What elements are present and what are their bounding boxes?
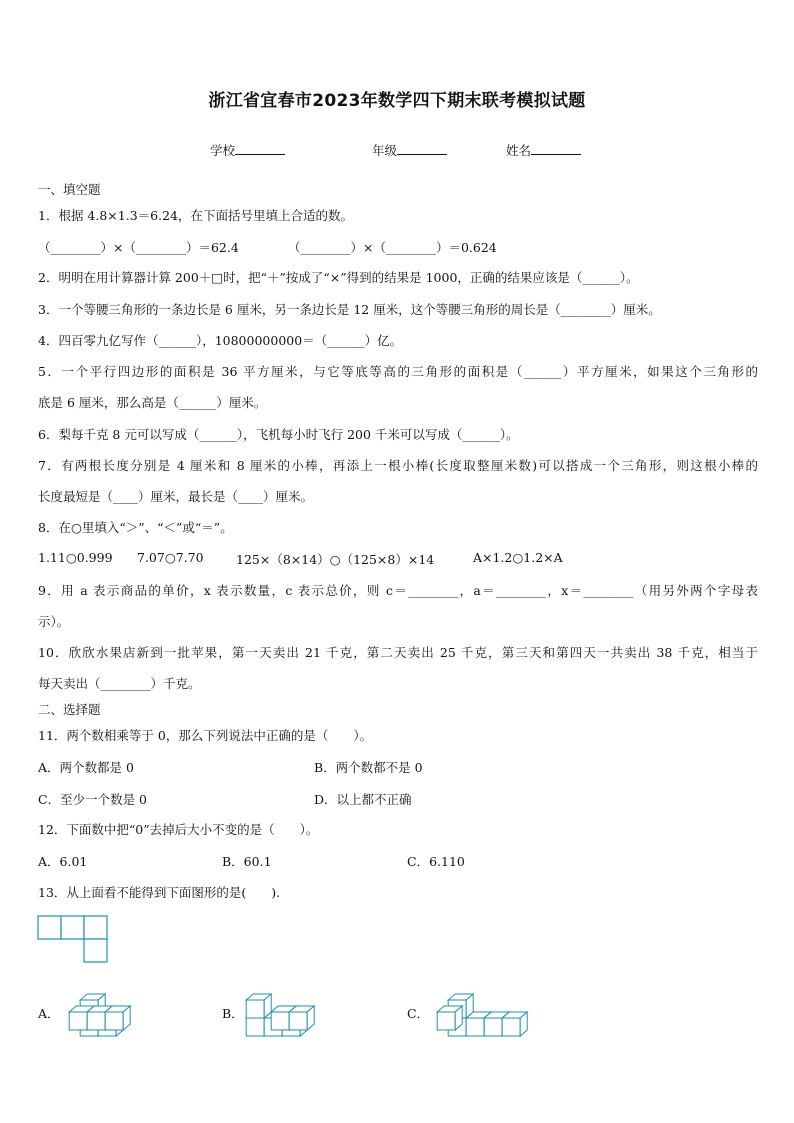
question-12-option-c[interactable]: C．6.110 (407, 854, 465, 869)
question-2: 2．明明在用计算器计算 200＋□时，把“＋”按成了“×”得到的结果是 1000，正确的结果应该是（______）。 (38, 270, 639, 285)
question-8-item[interactable]: 1.11○0.999 (38, 550, 113, 565)
cube (289, 1006, 314, 1030)
question-9-line-1: 9．用 a 表示商品的单价，x 表示数量，c 表示总价，则 c＝________，a＝________，x＝________（用另外两个字母表 (38, 583, 758, 598)
question-12-option-a[interactable]: A．6.01 (38, 854, 88, 869)
school-field[interactable] (210, 141, 285, 159)
question-4: 4．四百零九亿写作（______），10800000000＝（______）亿。 (38, 333, 403, 348)
question-5-line-2: 底是 6 厘米，那么高是（______）厘米。 (38, 395, 267, 410)
grade-blank[interactable] (397, 141, 447, 155)
question-6: 6．梨每千克 8 元可以写成（______），飞机每小时飞行 200 千米可以写成（______）。 (38, 427, 519, 442)
grade-field[interactable] (372, 141, 447, 159)
question-12: 12．下面数中把“0”去掉后大小不变的是（ ）。 (38, 822, 319, 837)
name-blank[interactable] (531, 141, 581, 155)
question-12-option-b[interactable]: B．60.1 (222, 854, 272, 869)
top-view-figure (36, 914, 110, 964)
question-9-line-2: 示）。 (38, 614, 70, 629)
question-10-line-1: 10．欣欣水果店新到一批苹果，第一天卖出 21 千克，第二天卖出 25 千克，第三天和第四天一共卖出 38 千克，相当于 (38, 645, 758, 660)
question-5-line-1: 5．一个平行四边形的面积是 36 平方厘米，与它等底等高的三角形的面积是（______）平方厘米，如果这个三角形的 (38, 364, 758, 379)
cube (502, 1012, 527, 1036)
question-7-line-2: 长度最短是（____）厘米，最长是（____）厘米。 (38, 489, 314, 504)
school-blank[interactable] (235, 141, 285, 155)
cube (437, 1006, 462, 1030)
question-13-option-a-label[interactable]: A． (38, 1006, 60, 1021)
school-label: 学校 (210, 143, 236, 158)
question-11-option-c[interactable]: C．至少一个数是 0 (38, 792, 147, 807)
section-fill-blank-heading: 一、填空题 (38, 182, 101, 197)
question-13-option-c-label[interactable]: C． (407, 1006, 430, 1021)
question-8: 8．在○里填入“＞”、“＜”或“＝”。 (38, 520, 233, 535)
question-1: 1．根据 4.8×1.3＝6.24，在下面括号里填上合适的数。 (38, 208, 353, 223)
question-11: 11．两个数相乘等于 0，那么下列说法中正确的是（ ）。 (38, 728, 373, 743)
question-3: 3．一个等腰三角形的一条边长是 6 厘米，另一条边长是 12 厘米，这个等腰三角形的周长是（________）厘米。 (38, 302, 661, 317)
cube-stack-c[interactable] (426, 972, 552, 1042)
question-11-option-d[interactable]: D．以上都不正确 (314, 792, 412, 807)
cube-stack-a[interactable] (58, 972, 150, 1042)
grade-label: 年级 (372, 143, 398, 158)
question-11-option-a[interactable]: A．两个数都是 0 (38, 760, 134, 775)
question-13-option-b-label[interactable]: B． (222, 1006, 244, 1021)
question-7-line-1: 7．有两根长度分别是 4 厘米和 8 厘米的小棒，再添上一根小棒(长度取整厘米数)可以搭成一个三角形，则这根小棒的 (38, 458, 758, 473)
question-8-item[interactable]: A×1.2○1.2×A (473, 550, 563, 565)
cube (246, 994, 271, 1018)
question-1-blank-a[interactable]: （________）×（________）＝62.4 (38, 240, 239, 255)
question-11-option-b[interactable]: B．两个数都不是 0 (314, 760, 423, 775)
question-10-line-2: 每天卖出（________）千克。 (38, 676, 201, 691)
cube-stack-b[interactable] (242, 972, 334, 1042)
name-field[interactable] (506, 141, 581, 159)
exam-title: 浙江省宜春市2023年数学四下期末联考模拟试题 (208, 91, 586, 111)
question-13: 13．从上面看不能得到下面图形的是( ). (38, 885, 281, 900)
question-8-item[interactable]: 125×（8×14）○（125×8）×14 (236, 552, 435, 567)
section-choice-heading: 二、选择题 (38, 702, 101, 717)
cube (105, 1006, 130, 1030)
name-label: 姓名 (506, 143, 532, 158)
question-1-blank-b[interactable]: （________）×（________）＝0.624 (288, 240, 497, 255)
question-8-item[interactable]: 7.07○7.70 (137, 550, 204, 565)
